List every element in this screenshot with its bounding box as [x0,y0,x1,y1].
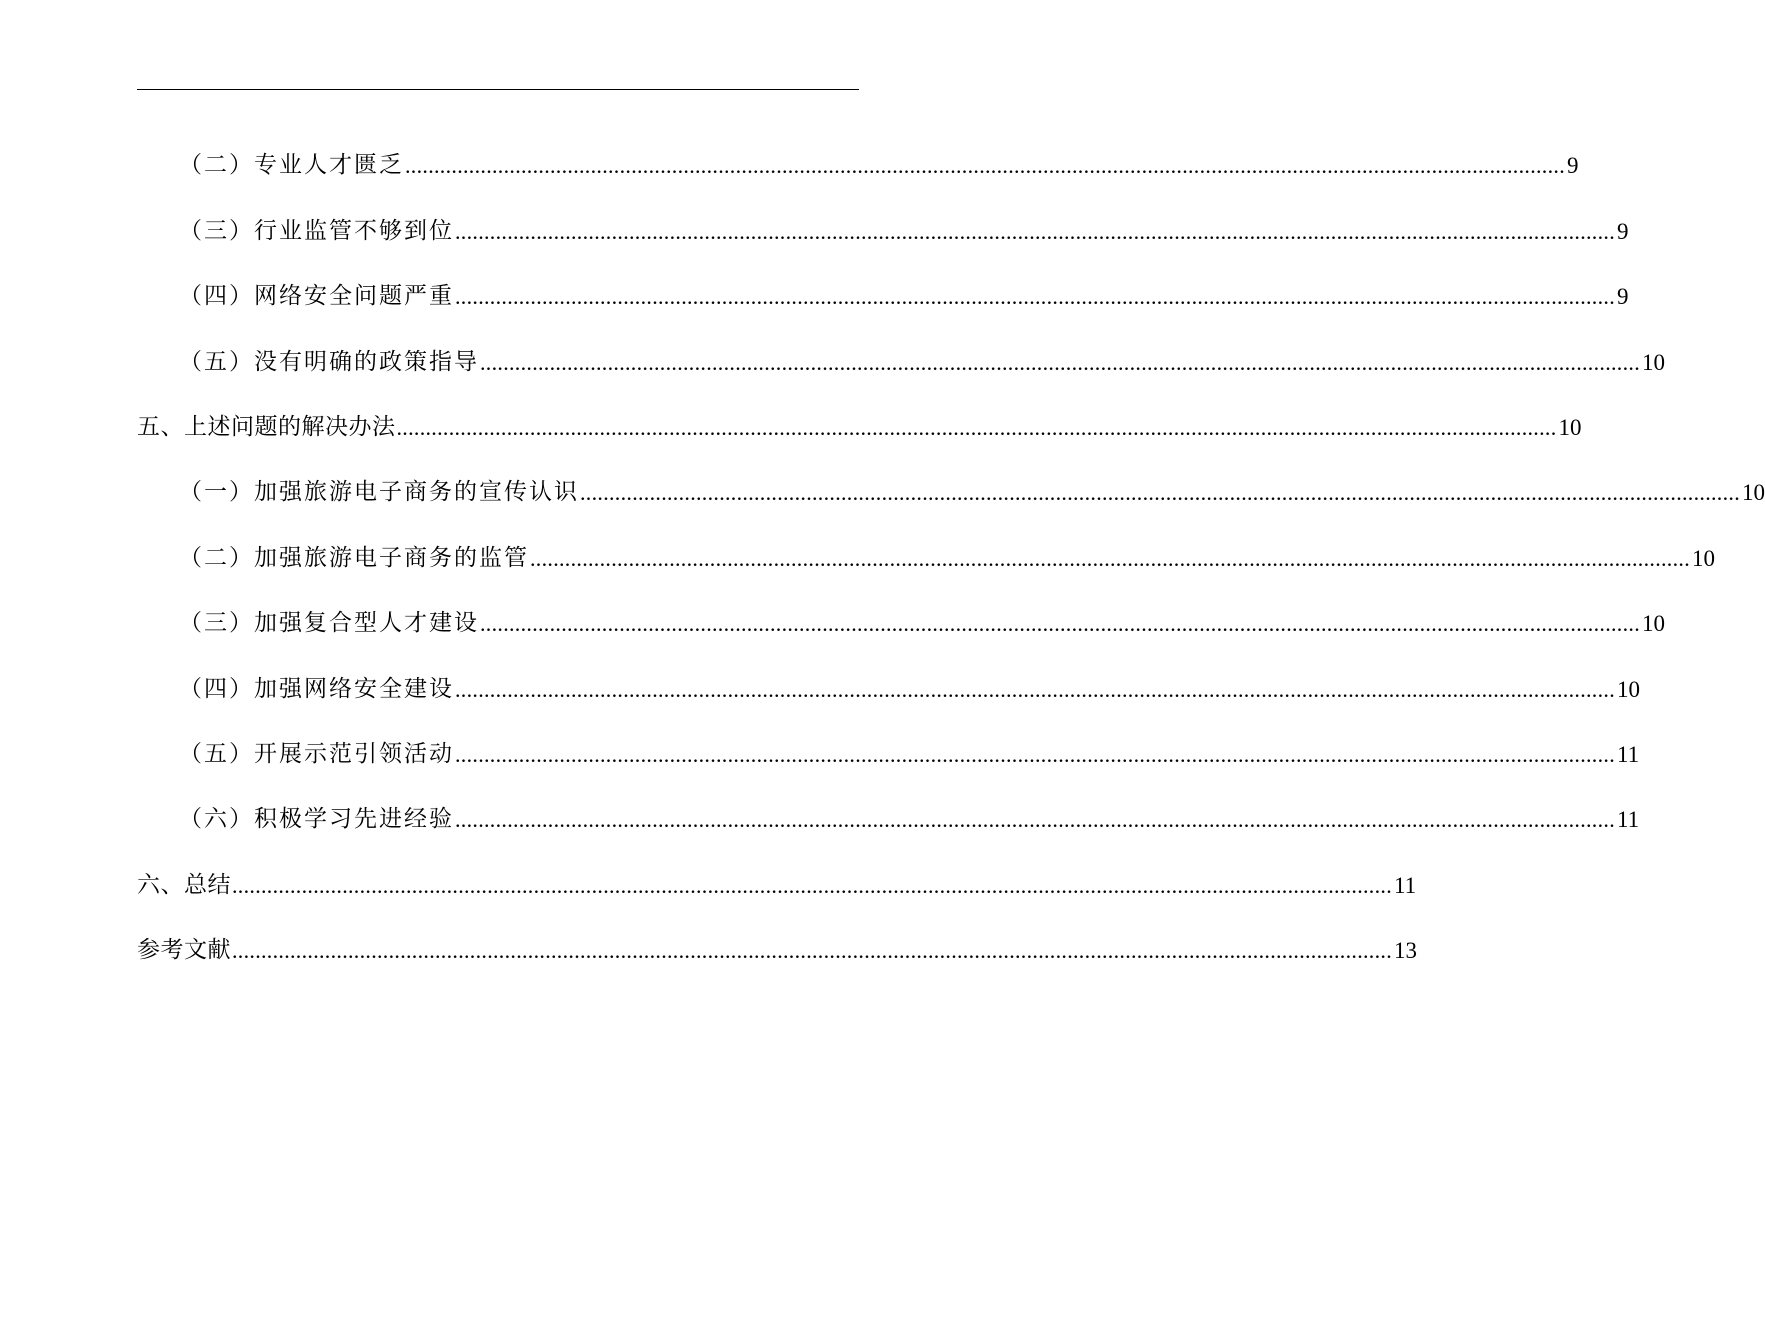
toc-entry[interactable] [137,510,1715,575]
toc-page-number: 9 [1617,218,1629,244]
toc-page-number: 10 [1742,480,1765,506]
toc-entry-label: （二）专业人才匮乏 [179,152,404,179]
dot-leader: ........................................................................................................................................................................................................ [455,284,1615,310]
toc-page-number: 11 [1617,741,1640,767]
toc-page-number: 13 [1394,938,1417,964]
toc-page-number: 10 [1642,611,1665,637]
toc-page-number: 11 [1394,872,1417,898]
dot-leader: ........................................................................................................................................................................................................ [232,938,1392,964]
table-of-contents [137,118,1765,968]
toc-page-number: 10 [1617,676,1640,702]
toc-entry[interactable] [137,314,1665,379]
toc-section-entry[interactable] [137,903,1417,968]
toc-entry[interactable] [137,445,1765,510]
toc-entry[interactable] [137,772,1640,837]
toc-entry[interactable] [137,707,1640,772]
toc-entry-label: （四）网络安全问题严重 [179,283,454,310]
dot-leader: ........................................................................................................................................................................................................ [396,414,1557,440]
toc-entry[interactable] [137,249,1629,314]
toc-entry[interactable] [137,576,1665,641]
dot-leader: ........................................................................................................................................................................................................ [405,153,1565,179]
dot-leader: ........................................................................................................................................................................................................ [480,349,1640,375]
toc-entry[interactable] [137,118,1579,183]
toc-section-entry[interactable] [137,380,1582,445]
dot-leader: ........................................................................................................................................................................................................ [580,480,1740,506]
dot-leader: ........................................................................................................................................................................................................ [455,807,1615,833]
toc-entry-label: （五）开展示范引领活动 [179,740,454,767]
toc-entry-label: 参考文献 [137,937,231,964]
dot-leader: ........................................................................................................................................................................................................ [455,218,1615,244]
toc-entry[interactable] [137,183,1629,248]
toc-entry-label: （三）行业监管不够到位 [179,217,454,244]
toc-page-number: 10 [1692,545,1715,571]
toc-entry-label: （五）没有明确的政策指导 [179,348,479,375]
header-rule [137,89,859,90]
toc-entry-label: 五、上述问题的解决办法 [137,413,396,440]
dot-leader: ........................................................................................................................................................................................................ [232,872,1392,898]
dot-leader: ........................................................................................................................................................................................................ [480,611,1640,637]
toc-entry-label: （四）加强网络安全建设 [179,675,454,702]
dot-leader: ........................................................................................................................................................................................................ [530,545,1690,571]
toc-page-number: 9 [1617,284,1629,310]
dot-leader: ........................................................................................................................................................................................................ [455,741,1615,767]
toc-page-number: 10 [1642,349,1665,375]
toc-entry-label: （二）加强旅游电子商务的监管 [179,544,529,571]
toc-section-entry[interactable] [137,837,1417,902]
toc-page-number: 11 [1617,807,1640,833]
toc-entry[interactable] [137,641,1640,706]
dot-leader: ........................................................................................................................................................................................................ [455,676,1615,702]
toc-entry-label: （三）加强复合型人才建设 [179,610,479,637]
toc-page-number: 9 [1567,153,1579,179]
toc-entry-label: （一）加强旅游电子商务的宣传认识 [179,479,579,506]
toc-page-number: 10 [1558,414,1582,440]
toc-entry-label: 六、总结 [137,871,231,898]
toc-entry-label: （六）积极学习先进经验 [179,806,454,833]
